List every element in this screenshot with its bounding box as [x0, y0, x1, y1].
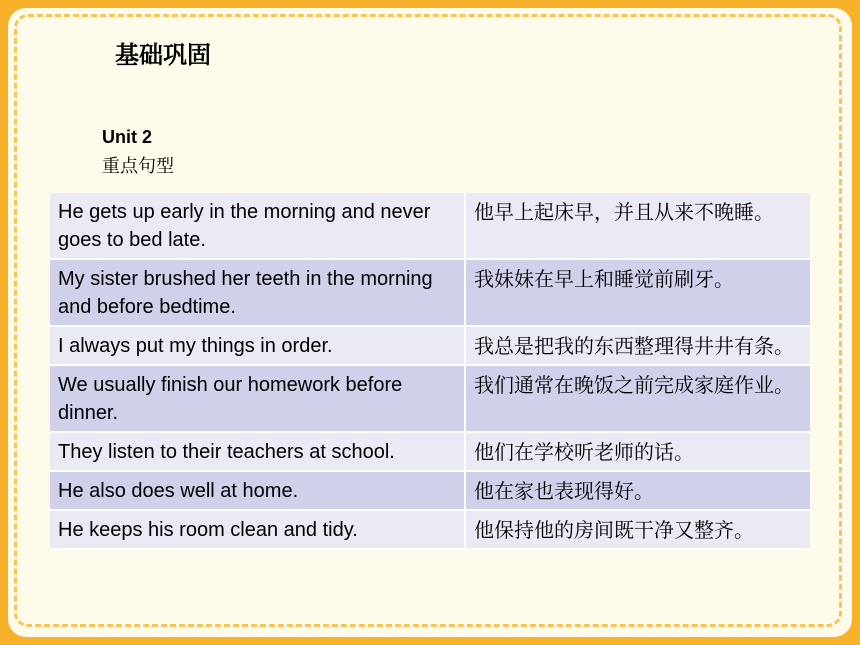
english-sentence: We usually finish our homework before dinner.	[50, 365, 465, 432]
english-sentence: He gets up early in the morning and never goes to bed late.	[50, 193, 465, 259]
slide-heading: 基础巩固	[115, 41, 211, 69]
table-row	[50, 510, 810, 549]
chinese-translation: 他保持他的房间既干净又整齐。	[465, 510, 810, 549]
english-sentence: They listen to their teachers at school.	[50, 432, 465, 471]
table-row	[50, 432, 810, 471]
english-sentence: My sister brushed her teeth in the morning and before bedtime.	[50, 259, 465, 326]
english-sentence: He keeps his room clean and tidy.	[50, 510, 465, 549]
table-row	[50, 326, 810, 365]
english-sentence: He also does well at home.	[50, 471, 465, 510]
chinese-translation: 他早上起床早，并且从来不晚睡。	[465, 193, 810, 259]
table-row	[50, 365, 810, 432]
sentence-table	[50, 193, 810, 550]
chinese-translation: 他在家也表现得好。	[465, 471, 810, 510]
chinese-translation: 我妹妹在早上和睡觉前刷牙。	[465, 259, 810, 326]
table-row	[50, 471, 810, 510]
unit-label: Unit 2	[102, 127, 153, 147]
section-label: 重点句型	[102, 156, 174, 177]
table-row	[50, 193, 810, 259]
chinese-translation: 我们通常在晚饭之前完成家庭作业。	[465, 365, 810, 432]
chinese-translation: 我总是把我的东西整理得井井有条。	[465, 326, 810, 365]
chinese-translation: 他们在学校听老师的话。	[465, 432, 810, 471]
english-sentence: I always put my things in order.	[50, 326, 465, 365]
table-row	[50, 259, 810, 326]
